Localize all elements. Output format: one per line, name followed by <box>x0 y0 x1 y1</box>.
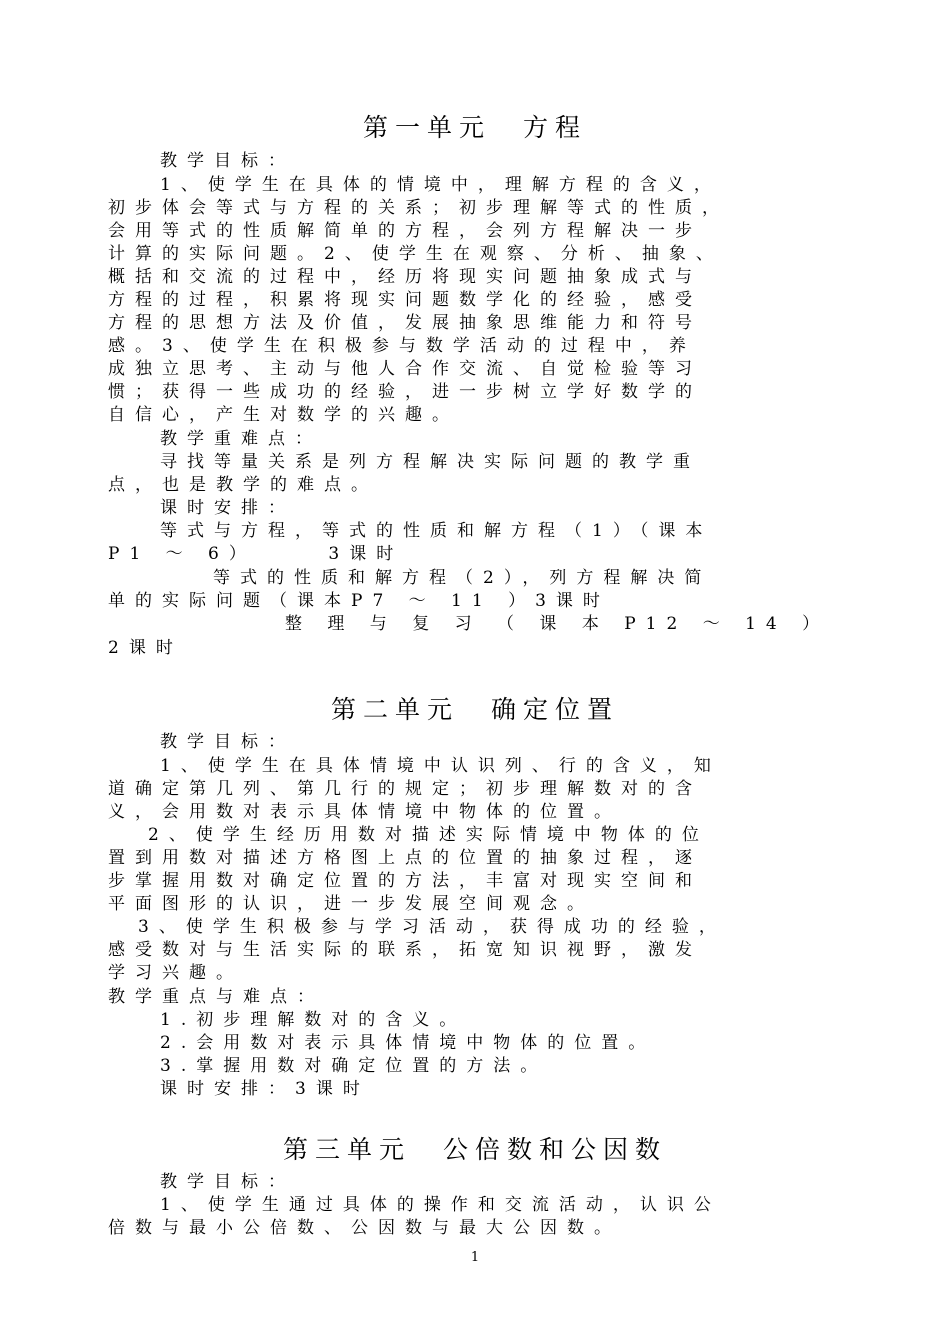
unit3-heading-goals: 教学目标： <box>160 1172 295 1192</box>
unit2-line: 1.初步理解数对的含义。 <box>160 1010 467 1030</box>
unit1-line: 方程的过程，积累将现实问题数学化的经验，感受 <box>108 290 702 310</box>
unit1-line: 初步体会等式与方程的关系；初步理解等式的性质， <box>108 198 729 218</box>
unit1-line: 自信心，产生对数学的兴趣。 <box>108 405 459 425</box>
unit3-line: 1、使学生通过具体的操作和交流活动，认识公 <box>160 1195 721 1215</box>
unit2-heading-key-points: 教学重点与难点： <box>108 987 324 1007</box>
unit2-line: 义，会用数对表示具体情境中物体的位置。 <box>108 802 621 822</box>
unit1-line: 计算的实际问题。2、使学生在观察、分析、抽象、 <box>108 244 723 264</box>
unit2-heading-goals: 教学目标： <box>160 732 295 752</box>
unit1-line: P1 ～ 6） 3课时 <box>108 544 404 564</box>
unit1-line: 点，也是教学的难点。 <box>108 475 378 495</box>
unit1-line: 成独立思考、主动与他人合作交流、自觉检验等习 <box>108 359 702 379</box>
unit1-line: 1、使学生在具体的情境中，理解方程的含义， <box>160 175 721 195</box>
unit2-line: 3.掌握用数对确定位置的方法。 <box>160 1056 548 1076</box>
unit1-line: 等式与方程，等式的性质和解方程（1）（课本 <box>160 521 713 541</box>
unit2-line: 感受数对与生活实际的联系，拓宽知识视野，激发 <box>108 940 702 960</box>
unit1-heading-schedule: 课时安排： <box>160 498 295 518</box>
unit1-line: 概括和交流的过程中，经历将现实问题抽象成式与 <box>108 267 702 287</box>
unit1-line: 惯；获得一些成功的经验，进一步树立学好数学的 <box>108 382 702 402</box>
unit2-line: 2.会用数对表示具体情境中物体的位置。 <box>160 1033 656 1053</box>
unit3-line: 倍数与最小公倍数、公因数与最大公因数。 <box>108 1218 621 1238</box>
unit2-line: 2、使学生经历用数对描述实际情境中物体的位 <box>148 825 709 845</box>
unit1-line: 教学目标： <box>160 151 295 171</box>
unit2-line: 1、使学生在具体情境中认识列、行的含义，知 <box>160 756 721 776</box>
unit1-title: 第一单元 方程 <box>362 113 587 142</box>
unit1-line: 寻找等量关系是列方程解决实际问题的教学重 <box>160 452 700 472</box>
unit2-title: 第二单元 确定位置 <box>330 695 619 724</box>
unit1-line: 感。3、使学生在积极参与数学活动的过程中，养 <box>108 336 696 356</box>
unit2-line: 置到用数对描述方格图上点的位置的抽象过程，逐 <box>108 848 702 868</box>
unit1-line: 整 理 与 复 习 （ 课 本 P12 ～ 14 ） <box>285 614 830 634</box>
unit1-heading-key-points: 教学重难点： <box>160 429 322 449</box>
unit2-line: 平面图形的认识，进一步发展空间观念。 <box>108 894 594 914</box>
unit2-line: 道确定第几列、第几行的规定；初步理解数对的含 <box>108 779 702 799</box>
page-number: 1 <box>470 1250 480 1265</box>
unit1-line: 会用等式的性质解简单的方程，会列方程解决一步 <box>108 221 702 241</box>
unit2-line: 步掌握用数对确定位置的方法，丰富对现实空间和 <box>108 871 702 891</box>
unit3-title: 第三单元 公倍数和公因数 <box>282 1135 667 1164</box>
unit2-line: 学习兴趣。 <box>108 963 243 983</box>
unit2-heading-schedule: 课时安排：3课时 <box>160 1079 370 1099</box>
unit1-line: 方程的思想方法及价值，发展抽象思维能力和符号 <box>108 313 702 333</box>
unit2-line: 3、使学生积极参与学习活动，获得成功的经验， <box>138 917 726 937</box>
unit1-line: 等式的性质和解方程（2），列方程解决简 <box>213 568 712 588</box>
unit1-line: 单的实际问题（课本P7 ～ 11 ）3课时 <box>108 591 610 611</box>
unit1-line: 2课时 <box>108 638 183 658</box>
